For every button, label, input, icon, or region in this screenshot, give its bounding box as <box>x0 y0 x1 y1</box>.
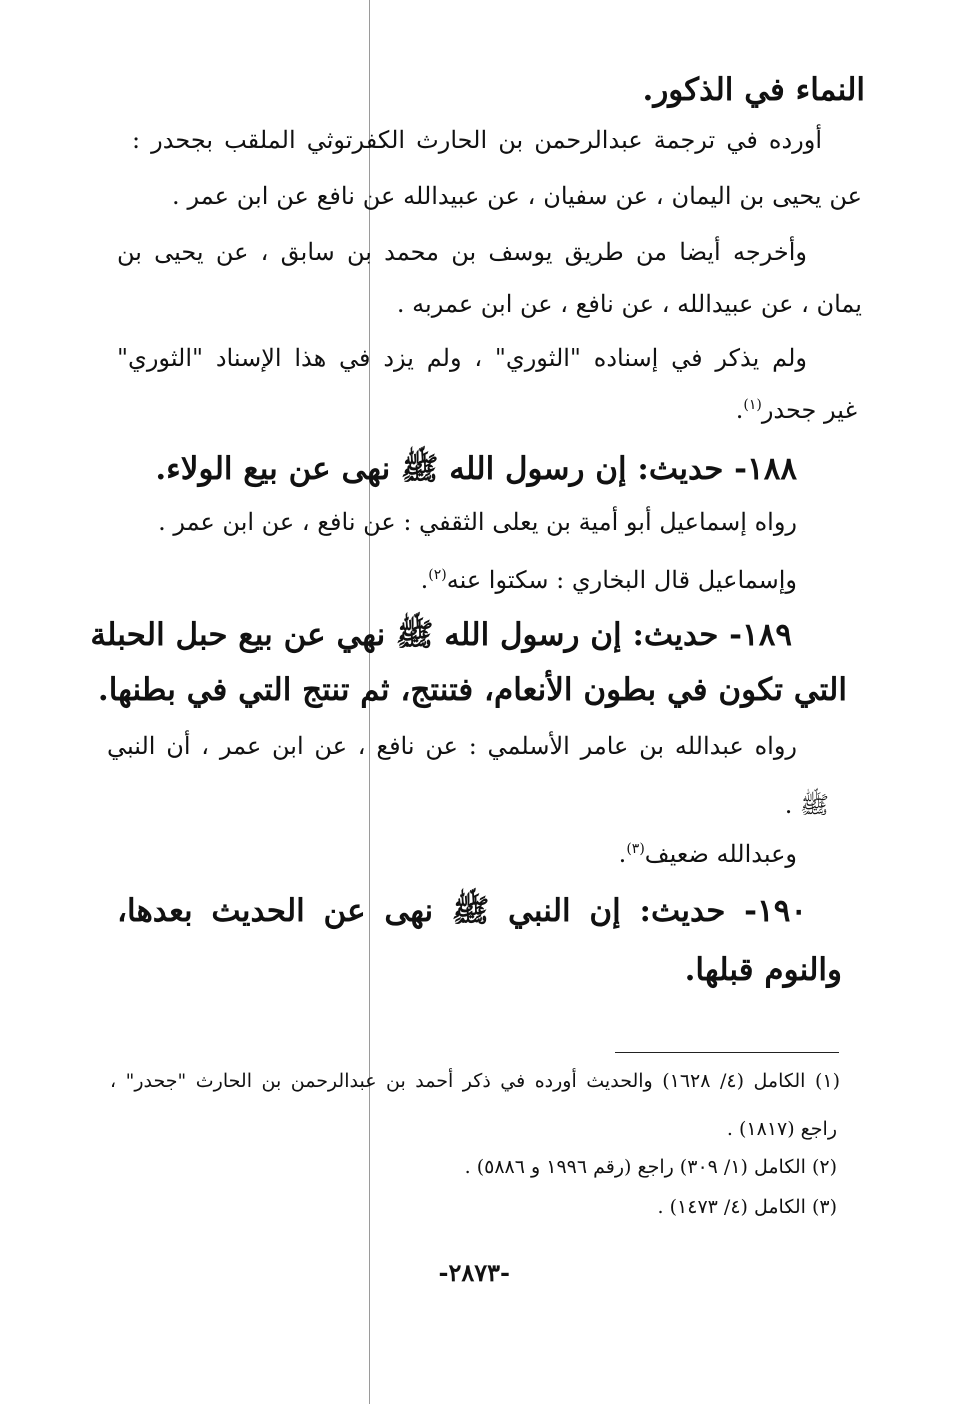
text-line-13: رواه عبدالله بن عامر الأسلمي : عن نافع ، عن ابن عمر ، أن النبي <box>107 732 797 760</box>
hadith-188-heading: ١٨٨- حديث: إن رسول الله ﷺ نهى عن بيع الولاء. <box>155 451 797 487</box>
footnote-2: (٢) الكامل (١/ ٣٠٩) راجع (رقم ١٩٩٦ و ٥٨٨٦) . <box>464 1156 837 1178</box>
text-line-10-end: . <box>420 566 429 594</box>
text-line-1: النماء في الذكور. <box>642 72 865 108</box>
page-number: -٢٨٧٣- <box>438 1258 510 1287</box>
text-line-15 <box>619 840 797 868</box>
footnote-ref-3: (٣) <box>626 841 645 857</box>
text-line-7 <box>736 396 857 424</box>
text-line-4: وأخرجه أيضا من طريق يوسف بن محمد بن سابق ، عن يحيى بن <box>117 238 807 266</box>
text-line-3: عن يحيى بن اليمان ، عن سفيان ، عن عبيدالله عن نافع عن ابن عمر . <box>172 182 862 210</box>
hadith-190-heading-2: والنوم قبلها. <box>684 952 842 988</box>
footnote-ref-1: (١) <box>743 397 762 413</box>
footnote-1-line-2: راجع (١٨١٧) . <box>726 1118 837 1140</box>
text-line-5: يمان ، عن عبيدالله ، عن نافع ، عن ابن عمربه . <box>396 290 862 318</box>
text-line-14: ﷺ . <box>784 791 829 819</box>
text-line-2: أورده في ترجمة عبدالرحمن بن الحارث الكفرتوثي الملقب بجحدر : <box>132 126 822 154</box>
text-line-15-main: وعبدالله ضعيف <box>644 840 797 868</box>
footnote-3: (٣) الكامل (٤/ ١٤٧٣) . <box>657 1196 837 1218</box>
text-line-10-main: وإسماعيل قال البخاري : سكتوا عنه <box>446 566 797 594</box>
text-line-7-end: . <box>735 396 744 424</box>
text-line-7-main: غير جحدر <box>761 396 857 424</box>
hadith-189-heading-1: ١٨٩- حديث: إن رسول الله ﷺ نهي عن بيع حبل الحبلة <box>90 617 792 653</box>
hadith-190-heading-1: ١٩٠- حديث: إن النبي ﷺ نهى عن الحديث بعدها، <box>117 893 807 929</box>
hadith-189-heading-2: التي تكون في بطون الأنعام، فتنتج، ثم تنتج التي في بطنها. <box>97 672 847 708</box>
text-line-10 <box>421 566 797 594</box>
text-line-6: ولم يذكر في إسناده "الثوري" ، ولم يزد في هذا الإسناد "الثوري" <box>117 344 807 372</box>
footnote-separator <box>615 1052 839 1053</box>
text-line-15-end: . <box>618 840 627 868</box>
text-line-9: رواه إسماعيل أبو أمية بن يعلى الثقفي : عن نافع ، عن ابن عمر . <box>158 508 797 536</box>
footnote-1-line-1: (١) الكامل (٤/ ١٦٢٨) والحديث أورده في ذكر أحمد بن عبدالرحمن بن الحارث "جحدر" ، <box>110 1070 840 1092</box>
footnote-ref-2: (٢) <box>428 567 447 583</box>
